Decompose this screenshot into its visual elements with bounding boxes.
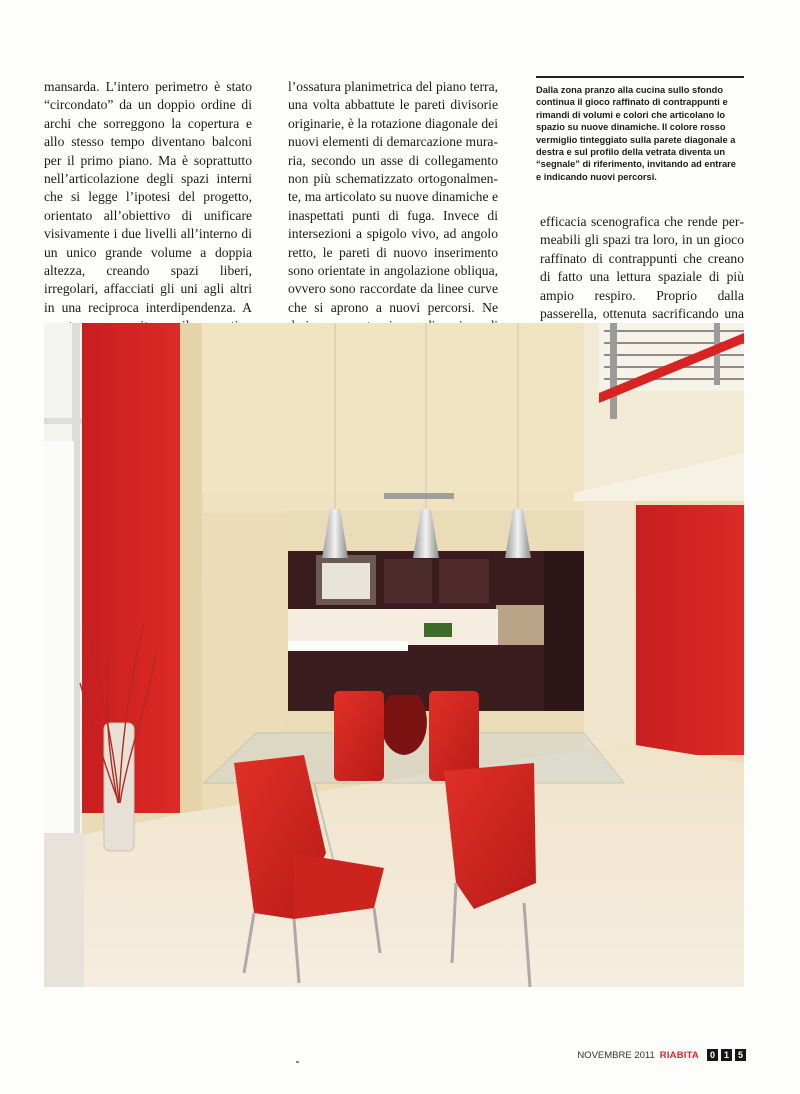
page-number bbox=[707, 1049, 746, 1061]
interior-photo bbox=[44, 323, 744, 987]
chair bbox=[429, 691, 479, 781]
page-digit: 1 bbox=[721, 1049, 732, 1061]
article-paragraph: efficacia scenografica che rende permeabili gli spazi tra loro, in un gioco raffinato di contrappunti che creano di fatto una lettura spaziale di più ampio respiro. Proprio dalla passerella, ottenuta sacrificando una bbox=[540, 214, 744, 322]
page-digit: 5 bbox=[735, 1049, 746, 1061]
upper-wall bbox=[184, 323, 624, 493]
article-column-2 bbox=[288, 78, 498, 354]
issue-date: NOVEMBRE 2011 bbox=[577, 1049, 655, 1061]
print-speck bbox=[296, 1061, 299, 1063]
caption-text: Dalla zona pranzo alla cucina sullo sfondo continua il gioco raffinato di contrappunti e rimandi di volumi e colori che articolano lo spazio su nuove dinamiche. Il colore rosso vermiglio tinteggiato sulla parete diagonale a destra e sul profilo della vetrata diventa un “segnale” di riferimento, invitando ad entrare e indicando nuovi percorsi. bbox=[536, 85, 736, 182]
caption-rule bbox=[536, 76, 744, 78]
article-paragraph: mansarda. L’intero perimetro è stato “circondato” da un doppio ordine di archi che sorreggono la copertura e allo stesso tempo diventano balconi per il primo piano. Ma è soprattutto nell’articolazione degli spazi interni che si legge l’ipotesi del progetto, orientato all’obiettivo di unificare visivamente i due livelli all’interno di un unico grande volume a doppia altezza, creando spazi liberi, irregolari, affacciati gli uni agli altri in una reciproca interdipendenza. A bbox=[44, 79, 252, 315]
red-wall-right bbox=[636, 505, 744, 755]
dining-room-illustration bbox=[44, 323, 744, 987]
photo-caption bbox=[536, 84, 742, 183]
plant bbox=[424, 623, 452, 637]
oven bbox=[496, 605, 544, 649]
vase bbox=[104, 723, 134, 851]
article-paragraph: l’ossatura planimetrica del piano terra, una volta abbattute le pareti divisorie originarie, è la rotazione diagonale dei nuovi elementi di demarcazione muraria, secondo un asse di collegamento non più schematizzato ortogonalmente, ma articolato su nuove dinamiche e inaspettati punti di fuga. Invece di intersezioni a spigolo vivo, ad angolo retto, le pareti di nuovo inserimento sono orientate in angolazione obliqua, ovvero sono raccordate da linee curve che si aprono a nuovi percorsi. Ne bbox=[288, 79, 498, 315]
page-footer bbox=[577, 1049, 746, 1061]
magazine-name: RIABITA bbox=[659, 1049, 699, 1061]
page-digit: 0 bbox=[707, 1049, 718, 1061]
chair bbox=[334, 691, 384, 781]
